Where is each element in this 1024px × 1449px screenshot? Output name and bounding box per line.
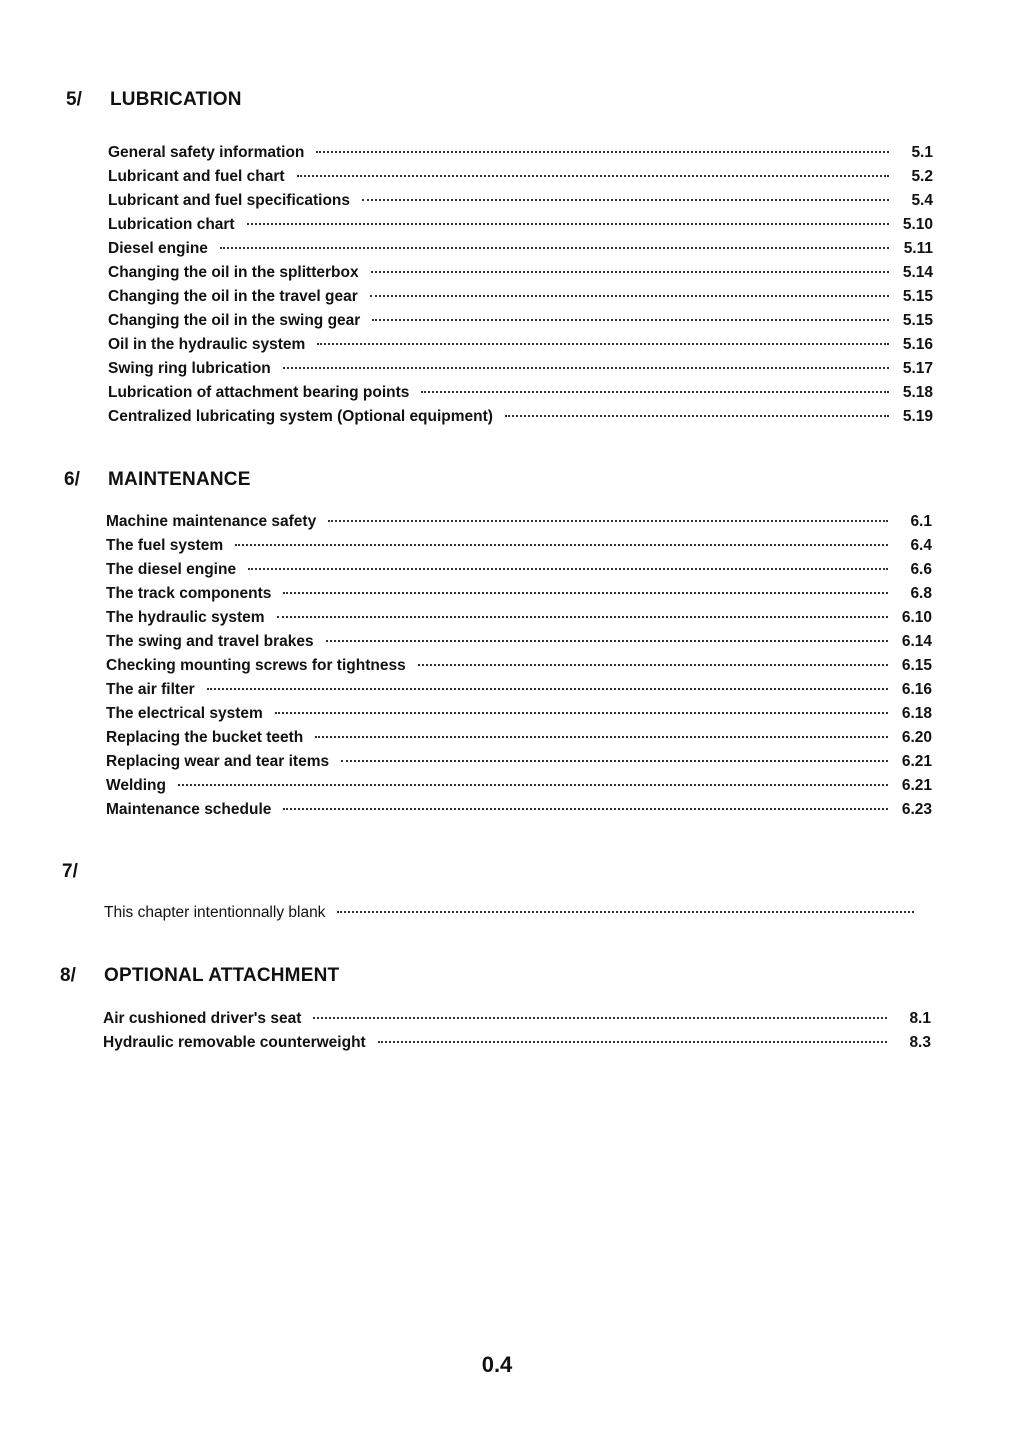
page-number: 0.4: [481, 1352, 513, 1377]
toc-entry-title: Maintenance schedule: [106, 801, 272, 818]
toc-entry-page: 6.8: [910, 585, 932, 602]
toc-entry-title: The electrical system: [106, 705, 263, 722]
toc-entry-page: 6.4: [910, 537, 932, 554]
toc-entry-page: 5.15: [902, 288, 933, 305]
toc-entry[interactable]: [108, 213, 933, 237]
dot-leader: [220, 247, 889, 249]
toc-entry-title: Oil in the hydraulic system: [108, 336, 306, 353]
section-heading: [60, 964, 420, 988]
dot-leader: [277, 616, 888, 618]
section-title: MAINTENANCE: [108, 469, 251, 490]
toc-entry-page: 6.18: [901, 705, 932, 722]
toc-entry-title: The hydraulic system: [106, 609, 265, 626]
toc-entry[interactable]: [104, 901, 914, 925]
dot-leader: [337, 911, 914, 913]
toc-entry-page: 6.10: [901, 609, 932, 626]
section-title: LUBRICATION: [110, 89, 242, 110]
toc-entry[interactable]: [108, 165, 933, 189]
toc-entry-title: The fuel system: [106, 537, 224, 554]
toc-entry-list: [106, 510, 932, 822]
toc-entry-list: [108, 141, 933, 429]
toc-entry[interactable]: [106, 534, 932, 558]
toc-entry-title: The diesel engine: [106, 561, 237, 578]
dot-leader: [247, 223, 889, 225]
toc-entry[interactable]: [106, 630, 932, 654]
section-number: 7/: [62, 861, 78, 882]
dot-leader: [313, 1017, 887, 1019]
dot-leader: [370, 295, 889, 297]
toc-entry[interactable]: [106, 678, 932, 702]
toc-entry-title: Changing the oil in the travel gear: [108, 288, 358, 305]
dot-leader: [207, 688, 888, 690]
toc-entry-title: Welding: [106, 777, 166, 794]
section-number: 6/: [64, 469, 80, 490]
toc-entry[interactable]: [106, 702, 932, 726]
toc-entry[interactable]: [108, 309, 933, 333]
toc-entry-page: 5.19: [902, 408, 933, 425]
toc-entry-page: 5.15: [902, 312, 933, 329]
section-heading: [62, 860, 362, 884]
dot-leader: [505, 415, 889, 417]
toc-entry-title: Air cushioned driver's seat: [103, 1010, 302, 1027]
toc-entry-page: 6.15: [901, 657, 932, 674]
toc-entry-title: Machine maintenance safety: [106, 513, 317, 530]
toc-entry[interactable]: [108, 261, 933, 285]
dot-leader: [248, 568, 888, 570]
toc-entry-title: The air filter: [106, 681, 195, 698]
dot-leader: [371, 271, 889, 273]
dot-leader: [275, 712, 888, 714]
dot-leader: [283, 808, 888, 810]
toc-entry[interactable]: [108, 357, 933, 381]
toc-entry-page: 6.16: [901, 681, 932, 698]
dot-leader: [421, 391, 889, 393]
toc-entry[interactable]: [108, 237, 933, 261]
toc-entry-page: 5.2: [911, 168, 933, 185]
toc-entry-page: 5.4: [911, 192, 933, 209]
toc-entry-title: The track components: [106, 585, 272, 602]
toc-entry-title: Changing the oil in the splitterbox: [108, 264, 359, 281]
toc-entry[interactable]: [106, 510, 932, 534]
toc-entry-page: 5.16: [902, 336, 933, 353]
toc-entry[interactable]: [106, 750, 932, 774]
toc-entry-title: Lubrication chart: [108, 216, 235, 233]
toc-entry[interactable]: [108, 189, 933, 213]
dot-leader: [328, 520, 888, 522]
dot-leader: [283, 367, 889, 369]
dot-leader: [316, 151, 889, 153]
toc-entry-page: 5.10: [902, 216, 933, 233]
toc-entry-page: 6.1: [910, 513, 932, 530]
toc-entry-title: Replacing wear and tear items: [106, 753, 330, 770]
toc-entry-page: 5.11: [903, 240, 933, 257]
toc-entry[interactable]: [108, 141, 933, 165]
section-heading: [66, 88, 366, 112]
toc-entry[interactable]: [106, 606, 932, 630]
toc-entry-title: Lubricant and fuel specifications: [108, 192, 351, 209]
toc-entry-list: [104, 901, 914, 925]
dot-leader: [315, 736, 888, 738]
toc-entry[interactable]: [108, 381, 933, 405]
toc-entry-title: Checking mounting screws for tightness: [106, 657, 406, 674]
dot-leader: [418, 664, 888, 666]
toc-entry-list: [103, 1007, 931, 1055]
dot-leader: [297, 175, 889, 177]
toc-entry-page: 5.1: [911, 144, 933, 161]
toc-entry-title: General safety information: [108, 144, 305, 161]
toc-entry[interactable]: [106, 774, 932, 798]
toc-entry[interactable]: [106, 558, 932, 582]
toc-entry[interactable]: [108, 285, 933, 309]
toc-entry-title: Swing ring lubrication: [108, 360, 271, 377]
toc-entry-page: 6.6: [910, 561, 932, 578]
toc-entry[interactable]: [108, 333, 933, 357]
toc-entry[interactable]: [106, 582, 932, 606]
toc-entry[interactable]: [106, 798, 932, 822]
toc-entry-title: Diesel engine: [108, 240, 208, 257]
section-number: 5/: [66, 89, 82, 110]
dot-leader: [341, 760, 888, 762]
toc-entry-page: 8.1: [909, 1010, 931, 1027]
dot-leader: [235, 544, 888, 546]
dot-leader: [378, 1041, 887, 1043]
section-title: OPTIONAL ATTACHMENT: [104, 965, 340, 986]
dot-leader: [372, 319, 889, 321]
toc-entry-page: 8.3: [909, 1034, 931, 1051]
section-heading: [64, 468, 364, 492]
dot-leader: [178, 784, 888, 786]
toc-entry-page: 6.21: [901, 753, 932, 770]
dot-leader: [326, 640, 888, 642]
toc-entry[interactable]: [103, 1007, 931, 1031]
dot-leader: [283, 592, 888, 594]
toc-entry-title: Hydraulic removable counterweight: [103, 1034, 366, 1051]
toc-entry-page: 5.17: [902, 360, 933, 377]
toc-entry-title: Lubrication of attachment bearing points: [108, 384, 410, 401]
toc-entry-page: 5.14: [902, 264, 933, 281]
toc-entry-title: Changing the oil in the swing gear: [108, 312, 361, 329]
toc-entry-title: The swing and travel brakes: [106, 633, 314, 650]
toc-entry[interactable]: [106, 654, 932, 678]
toc-entry-page: 6.14: [901, 633, 932, 650]
toc-entry-page: 6.20: [901, 729, 932, 746]
section-number: 8/: [60, 965, 76, 986]
toc-entry-page: 5.18: [902, 384, 933, 401]
toc-entry[interactable]: [103, 1031, 931, 1055]
toc-entry[interactable]: [108, 405, 933, 429]
toc-entry-title: Centralized lubricating system (Optional equipment): [108, 408, 493, 425]
toc-entry-title: Lubricant and fuel chart: [108, 168, 285, 185]
toc-entry-page: 6.23: [901, 801, 932, 818]
toc-entry-title: Replacing the bucket teeth: [106, 729, 304, 746]
toc-entry[interactable]: [106, 726, 932, 750]
toc-entry-title: This chapter intentionnally blank: [104, 904, 326, 921]
dot-leader: [362, 199, 889, 201]
toc-entry-page: 6.21: [901, 777, 932, 794]
dot-leader: [317, 343, 889, 345]
